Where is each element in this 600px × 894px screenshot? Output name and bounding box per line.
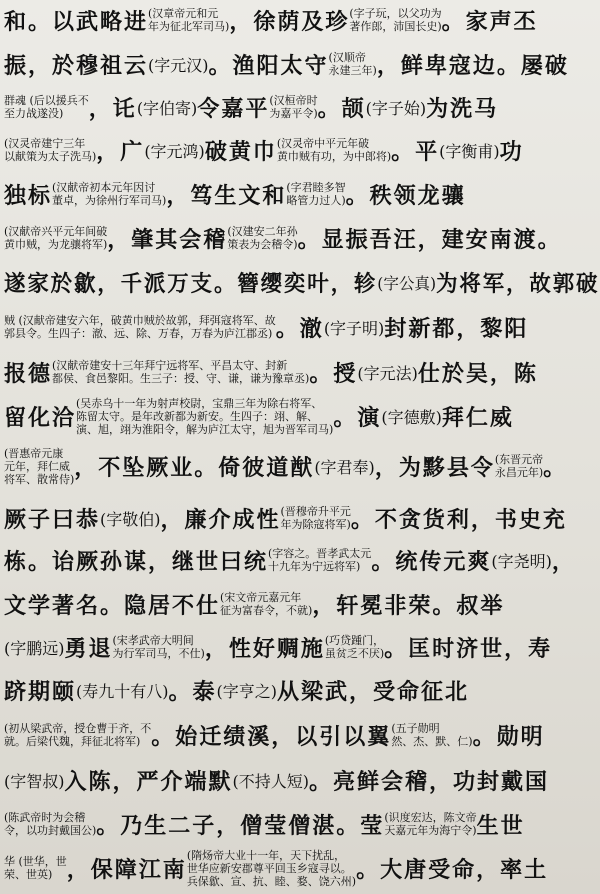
annotation-note — [269, 94, 317, 120]
annotation-line: (五子勋明 — [391, 722, 440, 735]
annotation-line: 年为除寇将军) — [280, 518, 351, 531]
main-text: 。授 — [309, 360, 358, 387]
annotation-note — [4, 811, 96, 837]
inline-note: (字君奉) — [314, 457, 375, 477]
main-text: 。颉 — [317, 95, 366, 122]
main-text: 。演 — [333, 404, 382, 431]
annotation-line: (汉献帝初本元年因讨 — [52, 181, 156, 194]
main-text: ， — [551, 548, 576, 575]
main-text: ，讬 — [88, 95, 137, 122]
annotation-note — [384, 811, 476, 837]
text-line — [4, 540, 600, 580]
annotation-line: (陈武帝时为会稽 — [4, 811, 86, 824]
annotation-line: (吴赤乌十一年为射声校尉，宝鼎三年为除右将军、 — [76, 396, 323, 410]
annotation-line: (字君睦多智 — [286, 181, 346, 194]
annotation-note — [4, 722, 151, 748]
inline-note: (字元法) — [357, 363, 418, 383]
annotation-line: 永昌元年) — [494, 466, 544, 479]
text-line — [4, 498, 600, 538]
text-line — [4, 262, 600, 302]
text-line — [4, 446, 600, 486]
main-text: 。平 — [391, 138, 440, 165]
main-text: ，为黟县令 — [374, 454, 495, 481]
main-text: ，廉介成性 — [160, 506, 281, 533]
main-text: 从梁武，受命征北 — [277, 678, 470, 705]
main-text: 。 — [543, 454, 568, 481]
annotation-note — [391, 722, 472, 748]
main-text: ，肇其会稽 — [107, 226, 228, 253]
annotation-note — [4, 314, 276, 340]
main-text: 。统传元爽 — [371, 548, 492, 575]
annotation-line: (汉灵帝建宁三年 — [4, 137, 86, 150]
main-text: 。匡时济世，寿 — [384, 635, 553, 662]
main-text: 报德 — [4, 360, 53, 387]
inline-note: (字公真) — [377, 273, 437, 293]
annotation-line: 天嘉元年为海宁令) — [384, 824, 477, 837]
annotation-line: 略管力过人) — [286, 194, 346, 207]
annotation-line: 永建三年) — [328, 64, 377, 77]
main-text: ，轩冕非荣。叔举 — [312, 592, 505, 619]
text-line — [4, 44, 600, 84]
main-text: 和。以武略进 — [4, 8, 149, 35]
main-text: 留化洽 — [4, 404, 77, 431]
annotation-line: 令，以功封戴国公) — [4, 824, 97, 837]
inline-note: (字德敷) — [381, 407, 442, 427]
inline-note: (字衡甫) — [439, 141, 500, 161]
main-text: ，徐荫及珍 — [229, 8, 350, 35]
annotation-line: 征为富春令，不就) — [220, 604, 313, 617]
annotation-line: 兵保歙、宣、抗、睦、婺、饶六州) — [186, 874, 357, 888]
annotation-line: (字容之。晋孝武太元 — [268, 547, 372, 560]
main-text: 生世 — [476, 812, 525, 839]
text-line — [4, 130, 600, 170]
main-text: 。家声丕 — [441, 8, 538, 35]
annotation-note — [4, 855, 67, 881]
text-line — [4, 218, 600, 258]
main-text: 。显振吾汪，建安南渡。 — [297, 226, 562, 253]
annotation-line: (东晋元帝 — [494, 453, 544, 466]
main-text: 厥子曰恭 — [4, 506, 101, 533]
annotation-line: 演、旭，翊为淮阳令，解为庐江太守，旭为晋军司马) — [76, 422, 334, 436]
inline-note: (字伯寄) — [136, 98, 198, 118]
annotation-line: 就。后梁代魏，拜征北将军) — [4, 735, 141, 748]
main-text: 。乃生二子，僧莹僧湛。莹 — [96, 812, 385, 839]
annotation-note — [495, 453, 543, 479]
annotation-line: 十九年为宁远将军) — [268, 560, 361, 573]
main-text: 。亮鲜会稽，功封戴国 — [309, 768, 550, 795]
inline-note: (寿九十有八) — [76, 681, 169, 701]
main-text: 拜仁威 — [441, 404, 514, 431]
text-line — [4, 396, 600, 436]
annotation-line: 贼 (汉献帝建安六年，破黄巾贼於故郭，拜弭寇将军、故 — [4, 314, 276, 327]
annotation-line: (汉章帝元和元 — [148, 7, 219, 20]
inline-note: (字尧明) — [491, 551, 552, 571]
annotation-line: 至力战遂没) — [4, 107, 64, 120]
main-text: 仕於吴，陈 — [417, 360, 538, 387]
annotation-line: (字子玩，以父功为 — [349, 7, 442, 20]
main-text: 独标 — [4, 182, 53, 209]
annotation-line: 然、杰、默、仁) — [391, 735, 473, 748]
annotation-note — [268, 547, 371, 573]
text-line — [4, 352, 600, 392]
annotation-line: (汉灵帝中平元年破 — [276, 137, 370, 150]
main-text: 。秩领龙骧 — [345, 182, 466, 209]
annotation-note — [52, 181, 166, 207]
annotation-note — [281, 505, 351, 531]
annotation-line: 策表为会稽令) — [227, 238, 298, 251]
annotation-note — [187, 849, 356, 888]
text-line — [4, 584, 600, 624]
inline-note: (字敬伯) — [100, 509, 161, 529]
annotation-note — [329, 51, 377, 77]
main-text: ，笃生文和 — [166, 182, 287, 209]
annotation-note — [325, 634, 384, 660]
annotation-line: (隋炀帝大业十一年，天下扰乱， — [186, 848, 346, 862]
main-text: ，鲜卑寇边。屡破 — [376, 52, 569, 79]
annotation-note — [113, 634, 205, 660]
main-text: 。渔阳太守 — [208, 52, 329, 79]
annotation-line: 以献策为太子洗马) — [4, 150, 97, 163]
annotation-line: 群魂 (后以援兵不 — [4, 94, 89, 107]
annotation-line: 虽贫乏不厌) — [324, 647, 385, 660]
annotation-line: 为行军司马，不仕) — [112, 647, 205, 660]
main-text: 为洗马 — [426, 95, 499, 122]
main-text: 为将军，故郭破 — [436, 270, 600, 297]
main-text: 令嘉平 — [197, 95, 270, 122]
annotation-line: (汉顺帝 — [328, 51, 366, 64]
text-line — [4, 307, 600, 347]
inline-note: (字子始) — [365, 98, 427, 118]
text-line — [4, 627, 600, 667]
annotation-note — [227, 225, 297, 251]
main-text: 振，於穆祖云 — [4, 52, 149, 79]
main-text: 。泰 — [168, 678, 217, 705]
main-text: 栋。诒厥孙谋，继世曰统 — [4, 548, 269, 575]
annotation-line: (初从梁武帝，授仓曹于齐，不 — [4, 722, 152, 735]
annotation-note — [277, 137, 391, 163]
annotation-line: (汉桓帝时 — [269, 94, 318, 107]
main-text: ，不坠厥业。倚彼道猷 — [74, 454, 315, 481]
text-line — [4, 174, 600, 214]
main-text: 入陈，严介端默 — [64, 768, 233, 795]
annotation-line: 郭县令。生四子：澈、远、除、万春，万春为庐江郡丞) — [4, 327, 273, 340]
main-text: ，保障江南 — [66, 856, 187, 883]
inline-note: (字子明) — [323, 318, 385, 338]
annotation-line: 华 (世华，世 — [4, 855, 67, 868]
main-text: 跻期颐 — [4, 678, 77, 705]
annotation-note — [220, 591, 312, 617]
annotation-line: 元年，拜仁威 — [4, 459, 70, 473]
annotation-line: 著作郎，沛国长史) — [349, 20, 442, 33]
inline-note: (字亨之) — [216, 681, 278, 701]
annotation-line: (汉献帝建安十三年拜宁远将军、平昌太守、封新 — [52, 359, 288, 372]
text-line — [4, 87, 600, 127]
text-line — [4, 715, 600, 755]
annotation-line: 陈留太守。是年改新都为新安。生四子：翊、解、 — [76, 409, 319, 423]
inline-note: (字鹏远) — [4, 638, 65, 658]
annotation-line: 董卓，为徐州行军司马) — [52, 194, 167, 207]
annotation-line: 年为征北军司马) — [148, 20, 230, 33]
main-text: 。不贪货利，书史充 — [350, 506, 567, 533]
annotation-line: 荣、世英) — [4, 868, 53, 881]
text-line — [4, 804, 600, 844]
text-line — [4, 760, 600, 800]
annotation-line: (宋文帝元嘉元年 — [220, 591, 302, 604]
annotation-line: (汉献帝兴平元年间破 — [4, 225, 108, 238]
main-text: 封新都，黎阳 — [384, 315, 529, 342]
annotation-note — [4, 447, 74, 486]
annotation-note — [148, 7, 229, 33]
annotation-line: (识度宏达，陈文帝 — [384, 811, 477, 824]
text-line — [4, 848, 600, 888]
annotation-note — [4, 225, 107, 251]
annotation-line: (巧贷踵门， — [324, 634, 385, 647]
text-line — [4, 670, 600, 710]
text-line — [4, 0, 600, 40]
annotation-note — [286, 181, 345, 207]
main-text: 。澈 — [275, 315, 324, 342]
inline-note: (字元汉) — [148, 55, 209, 75]
main-text: ，性好赒施 — [204, 635, 325, 662]
main-text: 破黄巾 — [204, 138, 277, 165]
annotation-line: (宋孝武帝大明间 — [112, 634, 194, 647]
annotation-line: 都侯、食邑黎阳。生三子：授、守、谦，谦为豫章丞) — [52, 372, 310, 385]
main-text: ，广 — [96, 138, 145, 165]
main-text: 。大唐受命，率土 — [356, 856, 549, 883]
annotation-note — [76, 397, 333, 436]
inline-note: (字智叔) — [4, 771, 65, 791]
annotation-line: 世华应新安郡尊平回玉乡寇寻以。 — [186, 861, 352, 875]
annotation-line: 黄巾贼有功，为中郎将) — [276, 150, 392, 163]
main-text: 。始迁绩溪，以引以翼 — [151, 723, 392, 750]
annotation-line: 为嘉平令) — [269, 107, 318, 120]
annotation-line: (晋穆帝升平元 — [280, 505, 351, 518]
annotation-note — [349, 7, 441, 33]
main-text: 文学著名。隐居不仕 — [4, 592, 221, 619]
annotation-line: (汉建安二年孙 — [227, 225, 298, 238]
annotation-note — [4, 137, 96, 163]
annotation-note — [4, 94, 89, 120]
annotation-line: 黄巾贼，为龙骧将军) — [4, 238, 108, 251]
main-text: 勇退 — [64, 635, 113, 662]
annotation-line: 将军、散常侍) — [4, 472, 75, 486]
main-text: 。勋明 — [472, 723, 545, 750]
main-text: 遂家於歙，千派万支。簪缨奕叶，轸 — [4, 270, 378, 297]
inline-note: (字元鸿) — [144, 141, 205, 161]
inline-note: (不持人短) — [232, 771, 310, 791]
annotation-line: (晋惠帝元康 — [4, 446, 64, 460]
main-text: 功 — [499, 138, 524, 165]
annotation-note — [52, 359, 309, 385]
